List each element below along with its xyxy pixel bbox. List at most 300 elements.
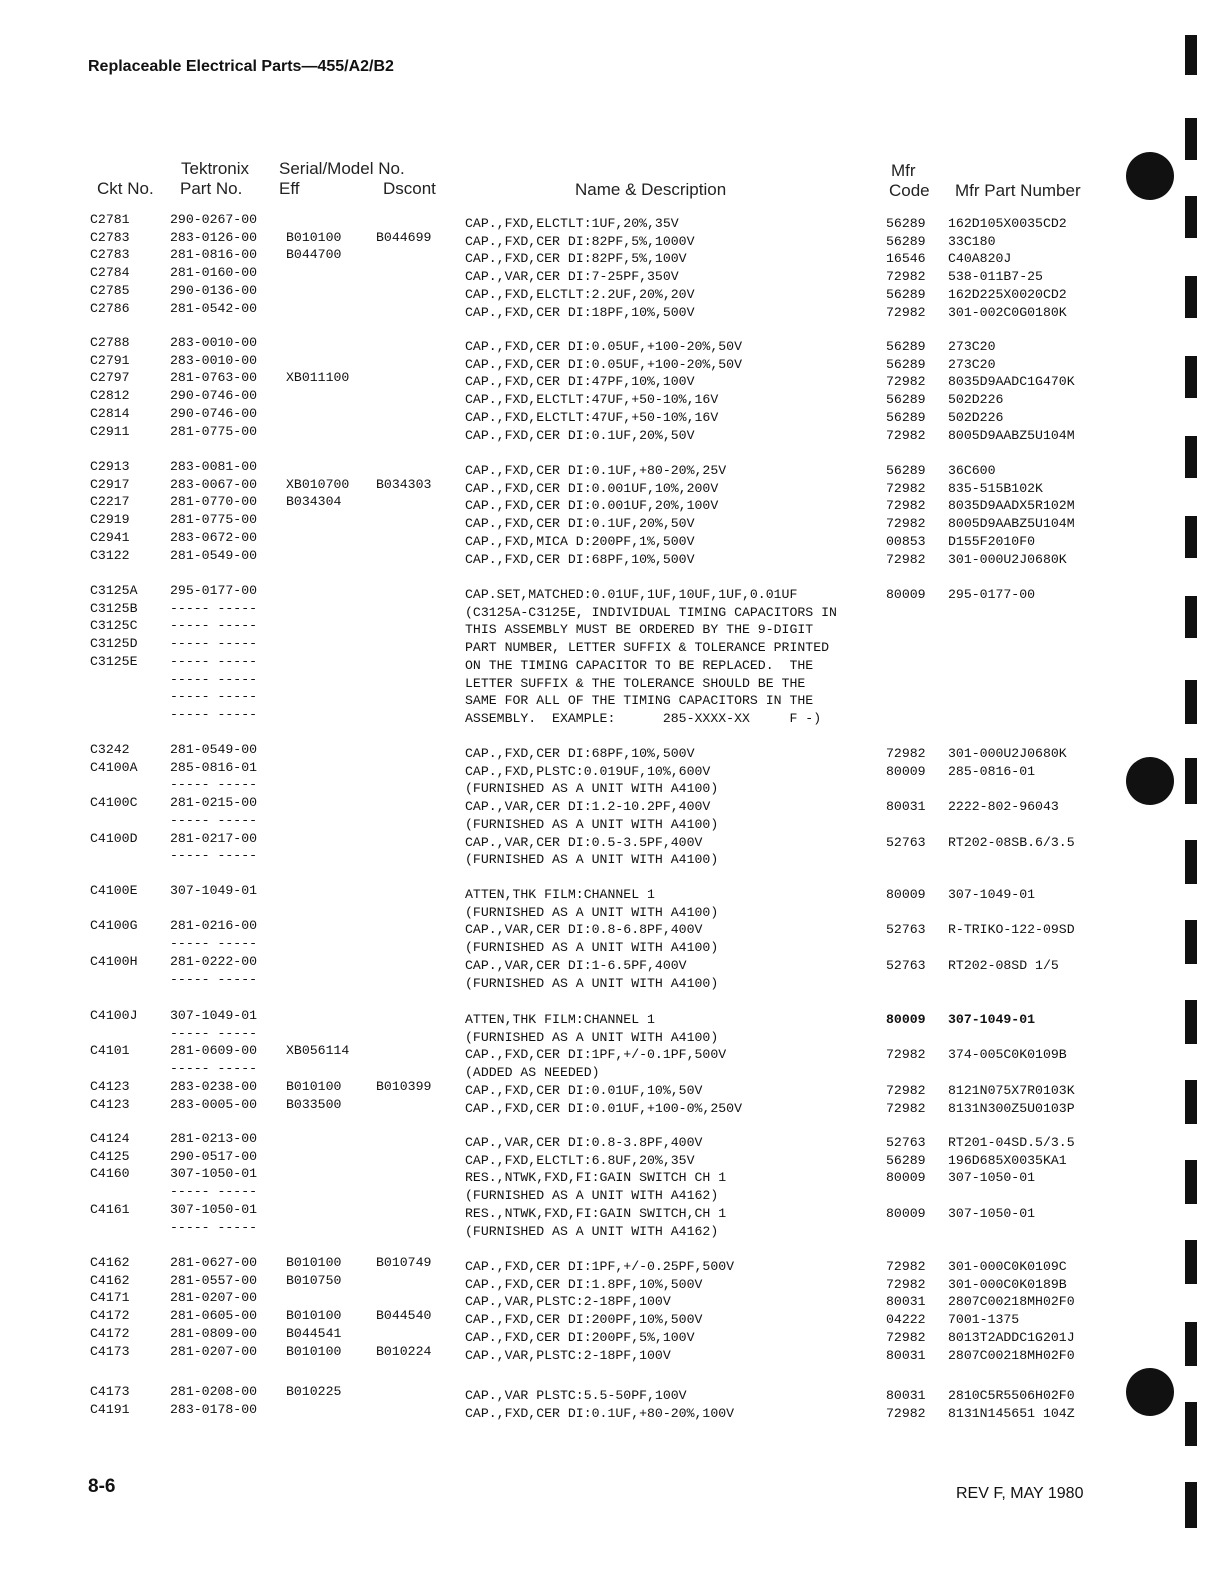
ckt-number: C4100H [90,953,138,969]
tektronix-part-number: 281-0222-00 [170,953,258,969]
mfr-code: 72982 [886,498,926,514]
ckt-number: C3125C [90,618,138,634]
mfr-part-number: 374-005C0K0109B [948,1047,1067,1063]
header-dscont: Dscont [383,179,436,198]
mfr-part-number: 8005D9AABZ5U104M [948,516,1075,532]
name-description: CAP.,FXD,CER DI:0.1UF,+80-20%,100V [465,1405,735,1421]
tektronix-part-number: 307-1050-01 [170,1166,258,1182]
name-description: CAP.,FXD,CER DI:0.1UF,20%,50V [465,427,695,443]
mfr-code: 72982 [886,304,926,320]
name-description: CAP.,VAR,CER DI:1-6.5PF,400V [465,957,687,973]
table-row [0,335,1229,352]
name-description: CAP.SET,MATCHED:0.01UF,1UF,10UF,1UF,0.01UF [465,587,798,602]
tektronix-part-number: 281-0605-00 [170,1308,258,1324]
mfr-code: 56289 [886,339,926,354]
mfr-code: 56289 [886,392,926,408]
tektronix-part-number: ----- ----- [170,1061,258,1077]
ckt-number: C4125 [90,1148,130,1164]
serial-eff: B010100 [286,1078,342,1094]
serial-dscont: B010749 [376,1255,432,1270]
tektronix-part-number: 281-0549-00 [170,742,258,757]
mfr-part-number: 538-011B7-25 [948,269,1043,285]
table-row [0,530,1229,547]
table-row [0,742,1229,759]
mfr-code: 72982 [886,746,926,761]
tektronix-part-number: 283-0081-00 [170,459,258,474]
mfr-code: 80009 [886,587,926,602]
page-number: 8-6 [88,1476,116,1497]
name-description: CAP.,FXD,CER DI:0.01UF,10%,50V [465,1082,703,1098]
name-description: CAP.,FXD,CER DI:0.1UF,20%,50V [465,516,695,532]
table-row [0,707,1229,724]
name-description: CAP.,FXD,CER DI:0.001UF,20%,100V [465,498,719,514]
edge-bar [1185,596,1197,638]
mfr-code: 72982 [886,480,926,496]
table-row [0,1131,1229,1148]
serial-eff: B010100 [286,1255,342,1270]
serial-eff: XB011100 [286,370,350,386]
mfr-code: 80009 [886,887,926,902]
mfr-part-number: 301-002C0G0180K [948,304,1067,320]
tektronix-part-number: ----- ----- [170,1025,258,1041]
name-description: CAP.,FXD,CER DI:200PF,5%,100V [465,1329,695,1345]
page-title: Replaceable Electrical Parts—455/A2/B2 [88,58,394,75]
table-row [0,1149,1229,1166]
table-row [0,1326,1229,1343]
table-row [0,848,1229,868]
tektronix-part-number: 295-0177-00 [170,583,258,598]
mfr-part-number: 2810C5R5506H02F0 [948,1388,1075,1403]
name-description: CAP.,FXD,CER DI:47PF,10%,100V [465,374,695,390]
table-row [0,283,1229,300]
tektronix-part-number: 281-0213-00 [170,1131,258,1146]
mfr-code: 04222 [886,1312,926,1328]
table-row [0,1220,1229,1237]
table-row [0,477,1229,494]
name-description: (FURNISHED AS A UNIT WITH A4100) [465,781,719,797]
mfr-code: 80031 [886,799,926,815]
mfr-part-number: 8035D9AADC1G470K [948,374,1075,390]
tektronix-part-number: 283-0010-00 [170,335,258,350]
serial-dscont: B010399 [376,1078,432,1094]
mfr-code: 72982 [886,516,926,532]
header-tektronix: Tektronix [181,159,250,178]
header-part-no: Part No. [180,179,243,198]
mfr-part-number: 8131N145651 104Z [948,1405,1075,1421]
header-ckt-no: Ckt No. [97,179,154,198]
mfr-part-number: 307-1050-01 [948,1170,1036,1186]
tektronix-part-number: ----- ----- [170,971,258,987]
ckt-number: C3125A [90,583,138,598]
name-description: CAP.,FXD,PLSTC:0.019UF,10%,600V [465,763,711,779]
mfr-part-number: 301-000C0K0189B [948,1276,1067,1292]
tektronix-part-number: 285-0816-01 [170,759,258,775]
name-description: CAP.,FXD,CER DI:82PF,5%,1000V [465,233,695,249]
table-row [0,618,1229,638]
mfr-code: 80031 [886,1388,926,1403]
name-description: CAP.,VAR,CER DI:0.8-6.8PF,400V [465,922,703,938]
name-description: ATTEN,THK FILM:CHANNEL 1 [465,1012,655,1027]
table-row [0,212,1229,229]
mfr-code: 72982 [886,269,926,285]
ckt-number: C2783 [90,247,130,263]
table-row [0,1384,1229,1401]
mfr-part-number: 36C600 [948,463,996,478]
ckt-number: C3125E [90,653,138,669]
tektronix-part-number: 281-0557-00 [170,1272,258,1288]
name-description: CAP.,FXD,CER DI:0.05UF,+100-20%,50V [465,339,742,354]
table-row [0,1402,1229,1419]
mfr-part-number: 8013T2ADDC1G201J [948,1329,1075,1345]
tektronix-part-number: 307-1049-01 [170,883,258,898]
mfr-part-number: 2807C00218MH02F0 [948,1294,1075,1310]
tektronix-part-number: 307-1049-01 [170,1008,258,1023]
mfr-part-number: 307-1050-01 [948,1205,1036,1221]
mfr-code: 56289 [886,1152,926,1168]
tektronix-part-number: 281-0160-00 [170,265,258,281]
table-row [0,1308,1229,1328]
tektronix-part-number: ----- ----- [170,636,258,652]
edge-bar [1185,1482,1197,1528]
table-row [0,494,1229,514]
edge-bar [1185,196,1197,238]
table-row [0,672,1229,689]
name-description: (FURNISHED AS A UNIT WITH A4162) [465,1188,719,1204]
mfr-code: 72982 [886,374,926,390]
name-description: CAP.,VAR,CER DI:0.5-3.5PF,400V [465,834,703,850]
ckt-number: C2785 [90,282,130,298]
tektronix-part-number: ----- ----- [170,653,258,669]
serial-eff: B033500 [286,1096,342,1112]
tektronix-part-number: 281-0217-00 [170,830,258,846]
edge-bar [1185,1240,1197,1284]
ckt-number: C4101 [90,1043,130,1059]
table-row [0,901,1229,918]
edge-bar [1185,1000,1197,1044]
table-row [0,265,1229,285]
mfr-code: 72982 [886,1082,926,1098]
tektronix-part-number: ----- ----- [170,812,258,828]
serial-dscont: B010224 [376,1343,432,1359]
mfr-code: 80009 [886,763,926,779]
tektronix-part-number: ----- ----- [170,618,258,634]
ckt-number: C4173 [90,1343,130,1359]
mfr-part-number: 8035D9AADX5R102M [948,498,1075,514]
tektronix-part-number: ----- ----- [170,936,258,952]
name-description: SAME FOR ALL OF THE TIMING CAPACITORS IN THE [465,693,814,709]
header-mfr: Mfr [891,161,916,180]
header-code: Code [889,181,930,200]
tektronix-part-number: 281-0775-00 [170,512,258,528]
name-description: CAP.,VAR,CER DI:7-25PF,350V [465,269,679,285]
serial-eff: B034304 [286,494,342,510]
edge-bar [1185,356,1197,398]
table-row [0,301,1229,318]
mfr-part-number: 273C20 [948,339,996,354]
table-row [0,424,1229,441]
mfr-part-number: 301-000U2J0680K [948,551,1067,567]
mfr-code: 56289 [886,216,926,231]
edge-bar [1185,276,1197,318]
table-row [0,636,1229,656]
mfr-part-number: 162D225X0020CD2 [948,286,1067,302]
ckt-number: C4124 [90,1131,130,1146]
edge-bar [1185,516,1197,558]
table-row [0,760,1229,777]
tektronix-part-number: 307-1050-01 [170,1201,258,1217]
ckt-number: C4161 [90,1201,130,1217]
ckt-number: C4100E [90,883,138,898]
mfr-part-number: 835-515B102K [948,480,1043,496]
ckt-number: C2797 [90,370,130,386]
name-description: CAP.,FXD,CER DI:68PF,10%,500V [465,746,695,761]
mfr-part-number: 307-1049-01 [948,1012,1036,1027]
mfr-code: 52763 [886,957,926,973]
name-description: ATTEN,THK FILM:CHANNEL 1 [465,887,655,902]
name-description: CAP.,FXD,CER DI:0.01UF,+100-0%,250V [465,1100,742,1116]
table-row [0,654,1229,671]
table-row [0,795,1229,815]
mfr-part-number: RT202-08SD 1/5 [948,957,1059,973]
table-row [0,1290,1229,1310]
table-row [0,954,1229,971]
edge-bar [1185,758,1197,804]
name-description: CAP.,FXD,CER DI:0.001UF,10%,200V [465,480,719,496]
table-row [0,1079,1229,1096]
mfr-part-number: 2222-802-96043 [948,799,1059,815]
tektronix-part-number: 283-0005-00 [170,1096,258,1112]
tektronix-part-number: 281-0216-00 [170,918,258,934]
table-row [0,601,1229,618]
tektronix-part-number: 281-0627-00 [170,1255,258,1270]
name-description: CAP.,VAR,PLSTC:2-18PF,100V [465,1347,671,1363]
serial-eff: B010225 [286,1384,342,1399]
tektronix-part-number: 281-0609-00 [170,1043,258,1059]
tektronix-part-number: ----- ----- [170,689,258,705]
mfr-part-number: 285-0816-01 [948,763,1036,779]
tektronix-part-number: ----- ----- [170,1219,258,1235]
serial-dscont: B044540 [376,1308,432,1324]
table-row [0,230,1229,247]
table-row [0,583,1229,600]
mfr-part-number: RT202-08SB.6/3.5 [948,834,1075,850]
mfr-part-number: 8005D9AABZ5U104M [948,427,1075,443]
mfr-code: 72982 [886,1100,926,1116]
ckt-number: C2786 [90,300,130,316]
serial-eff: XB010700 [286,476,350,492]
serial-eff: B044541 [286,1325,342,1341]
table-row [0,388,1229,408]
name-description: RES.,NTWK,FXD,FI:GAIN SWITCH,CH 1 [465,1205,727,1221]
mfr-part-number: 196D685X0035KA1 [948,1152,1067,1168]
name-description: CAP.,VAR,CER DI:1.2-10.2PF,400V [465,799,711,815]
table-row [0,1097,1229,1114]
mfr-code: 16546 [886,251,926,267]
binder-hole [1126,152,1174,200]
tektronix-part-number: 281-0215-00 [170,795,258,811]
ckt-number: C4162 [90,1272,130,1288]
ckt-number: C2812 [90,388,130,404]
mfr-part-number: 162D105X0035CD2 [948,216,1067,231]
table-row [0,353,1229,370]
edge-bar [1185,35,1197,75]
name-description: CAP.,FXD,CER DI:68PF,10%,500V [465,551,695,567]
edge-bar [1185,1402,1197,1446]
edge-bar [1185,840,1197,884]
mfr-code: 72982 [886,1047,926,1063]
tektronix-part-number: 281-0208-00 [170,1384,258,1399]
ckt-number: C4160 [90,1166,130,1182]
tektronix-part-number: ----- ----- [170,671,258,687]
tektronix-part-number: 283-0178-00 [170,1401,258,1417]
header-mfr-part-number: Mfr Part Number [955,181,1081,200]
edge-bar [1185,920,1197,964]
name-description: CAP.,VAR,CER DI:0.8-3.8PF,400V [465,1135,703,1150]
tektronix-part-number: 290-0517-00 [170,1148,258,1164]
table-row [0,813,1229,830]
ckt-number: C2941 [90,529,130,545]
mfr-code: 56289 [886,286,926,302]
mfr-code: 52763 [886,922,926,938]
tektronix-part-number: 281-0549-00 [170,547,258,563]
serial-eff: B010100 [286,229,342,245]
serial-eff: B010100 [286,1343,342,1359]
name-description: (FURNISHED AS A UNIT WITH A4100) [465,904,719,920]
ckt-number: C2217 [90,494,130,510]
serial-eff: B010100 [286,1308,342,1324]
name-description: CAP.,FXD,CER DI:18PF,10%,500V [465,304,695,320]
mfr-code: 80009 [886,1012,926,1027]
name-description: CAP.,FXD,MICA D:200PF,1%,500V [465,533,695,549]
name-description: CAP.,VAR,PLSTC:2-18PF,100V [465,1294,671,1310]
table-row [0,831,1229,848]
mfr-part-number: 7001-1375 [948,1312,1020,1328]
table-row [0,1043,1229,1063]
tektronix-part-number: 290-0746-00 [170,405,258,421]
ckt-number: C2913 [90,459,130,474]
tektronix-part-number: 281-0542-00 [170,300,258,316]
tektronix-part-number: 290-0746-00 [170,388,258,404]
ckt-number: C4123 [90,1078,130,1094]
mfr-code: 56289 [886,233,926,249]
tektronix-part-number: 283-0672-00 [170,529,258,545]
tektronix-part-number: ----- ----- [170,706,258,722]
ckt-number: C4100C [90,795,138,811]
name-description: PART NUMBER, LETTER SUFFIX & TOLERANCE PRINTED [465,640,830,656]
ckt-number: C4173 [90,1384,130,1399]
name-description: CAP.,FXD,ELCTLT:2.2UF,20%,20V [465,286,695,302]
ckt-number: C3125D [90,636,138,652]
name-description: RES.,NTWK,FXD,FI:GAIN SWITCH CH 1 [465,1170,727,1186]
table-row [0,370,1229,390]
name-description: CAP.,FXD,ELCTLT:47UF,+50-10%,16V [465,392,719,408]
tektronix-part-number: 281-0809-00 [170,1325,258,1341]
name-description: THIS ASSEMBLY MUST BE ORDERED BY THE 9-DIGIT [465,622,814,638]
table-row [0,459,1229,476]
table-row [0,883,1229,900]
tektronix-part-number: 281-0207-00 [170,1290,258,1306]
binder-hole [1126,1368,1174,1416]
mfr-part-number: 502D226 [948,409,1004,425]
table-row [0,1344,1229,1361]
table-row [0,548,1229,565]
ckt-number: C4123 [90,1096,130,1112]
table-row [0,1026,1229,1043]
ckt-number: C4171 [90,1290,130,1306]
tektronix-part-number: 283-0010-00 [170,352,258,368]
tektronix-part-number: 281-0763-00 [170,370,258,386]
ckt-number: C2911 [90,423,130,439]
name-description: (FURNISHED AS A UNIT WITH A4162) [465,1223,719,1239]
binder-hole [1126,757,1174,805]
mfr-part-number: D155F2010F0 [948,533,1036,549]
ckt-number: C3242 [90,742,130,757]
ckt-number: C2791 [90,352,130,368]
ckt-number: C4100G [90,918,138,934]
mfr-code: 52763 [886,1135,926,1150]
mfr-part-number: 33C180 [948,233,996,249]
name-description: CAP.,FXD,CER DI:0.05UF,+100-20%,50V [465,356,742,372]
edge-bar [1185,1160,1197,1204]
mfr-code: 80009 [886,1170,926,1186]
table-row [0,777,1229,797]
mfr-part-number: R-TRIKO-122-09SD [948,922,1075,938]
mfr-code: 56289 [886,463,926,478]
mfr-code: 80031 [886,1347,926,1363]
ckt-number: C2788 [90,335,130,350]
ckt-number: C4162 [90,1255,130,1270]
mfr-code: 80009 [886,1205,926,1221]
tektronix-part-number: 281-0775-00 [170,423,258,439]
edge-bar [1185,1322,1197,1366]
name-description: CAP.,FXD,CER DI:82PF,5%,100V [465,251,687,267]
name-description: (FURNISHED AS A UNIT WITH A4100) [465,975,719,991]
edge-bar [1185,1080,1197,1124]
edge-bar [1185,436,1197,478]
mfr-part-number: C40A820J [948,251,1012,267]
revision-date: REV F, MAY 1980 [956,1485,1084,1502]
ckt-number: C2784 [90,265,130,281]
name-description: CAP.,FXD,CER DI:1.8PF,10%,500V [465,1276,703,1292]
ckt-number: C4100J [90,1008,138,1023]
name-description: ASSEMBLY. EXAMPLE: 285-XXXX-XX F -) [465,710,822,726]
name-description: CAP.,FXD,CER DI:1PF,+/-0.25PF,500V [465,1259,735,1274]
mfr-part-number: 2807C00218MH02F0 [948,1347,1075,1363]
tektronix-part-number: 290-0136-00 [170,282,258,298]
tektronix-part-number: ----- ----- [170,600,258,616]
ckt-number: C3122 [90,547,130,563]
mfr-code: 72982 [886,1276,926,1292]
header-name-description: Name & Description [575,180,727,199]
name-description: (FURNISHED AS A UNIT WITH A4100) [465,852,719,868]
serial-dscont: B044699 [376,229,432,245]
tektronix-part-number: 283-0126-00 [170,229,258,245]
ckt-number: C4172 [90,1325,130,1341]
table-row [0,1273,1229,1290]
ckt-number: C4100D [90,830,138,846]
ckt-number: C4191 [90,1401,130,1417]
ckt-number: C2919 [90,512,130,528]
name-description: ON THE TIMING CAPACITOR TO BE REPLACED. THE [465,657,814,673]
name-description: CAP.,FXD,CER DI:0.1UF,+80-20%,25V [465,463,727,478]
tektronix-part-number: 281-0207-00 [170,1343,258,1359]
mfr-part-number: 8121N075X7R0103K [948,1082,1075,1098]
ckt-number: C2917 [90,476,130,492]
edge-bar [1185,118,1197,160]
name-description: CAP.,FXD,ELCTLT:47UF,+50-10%,16V [465,409,719,425]
name-description: LETTER SUFFIX & THE TOLERANCE SHOULD BE THE [465,675,806,691]
name-description: (FURNISHED AS A UNIT WITH A4100) [465,816,719,832]
